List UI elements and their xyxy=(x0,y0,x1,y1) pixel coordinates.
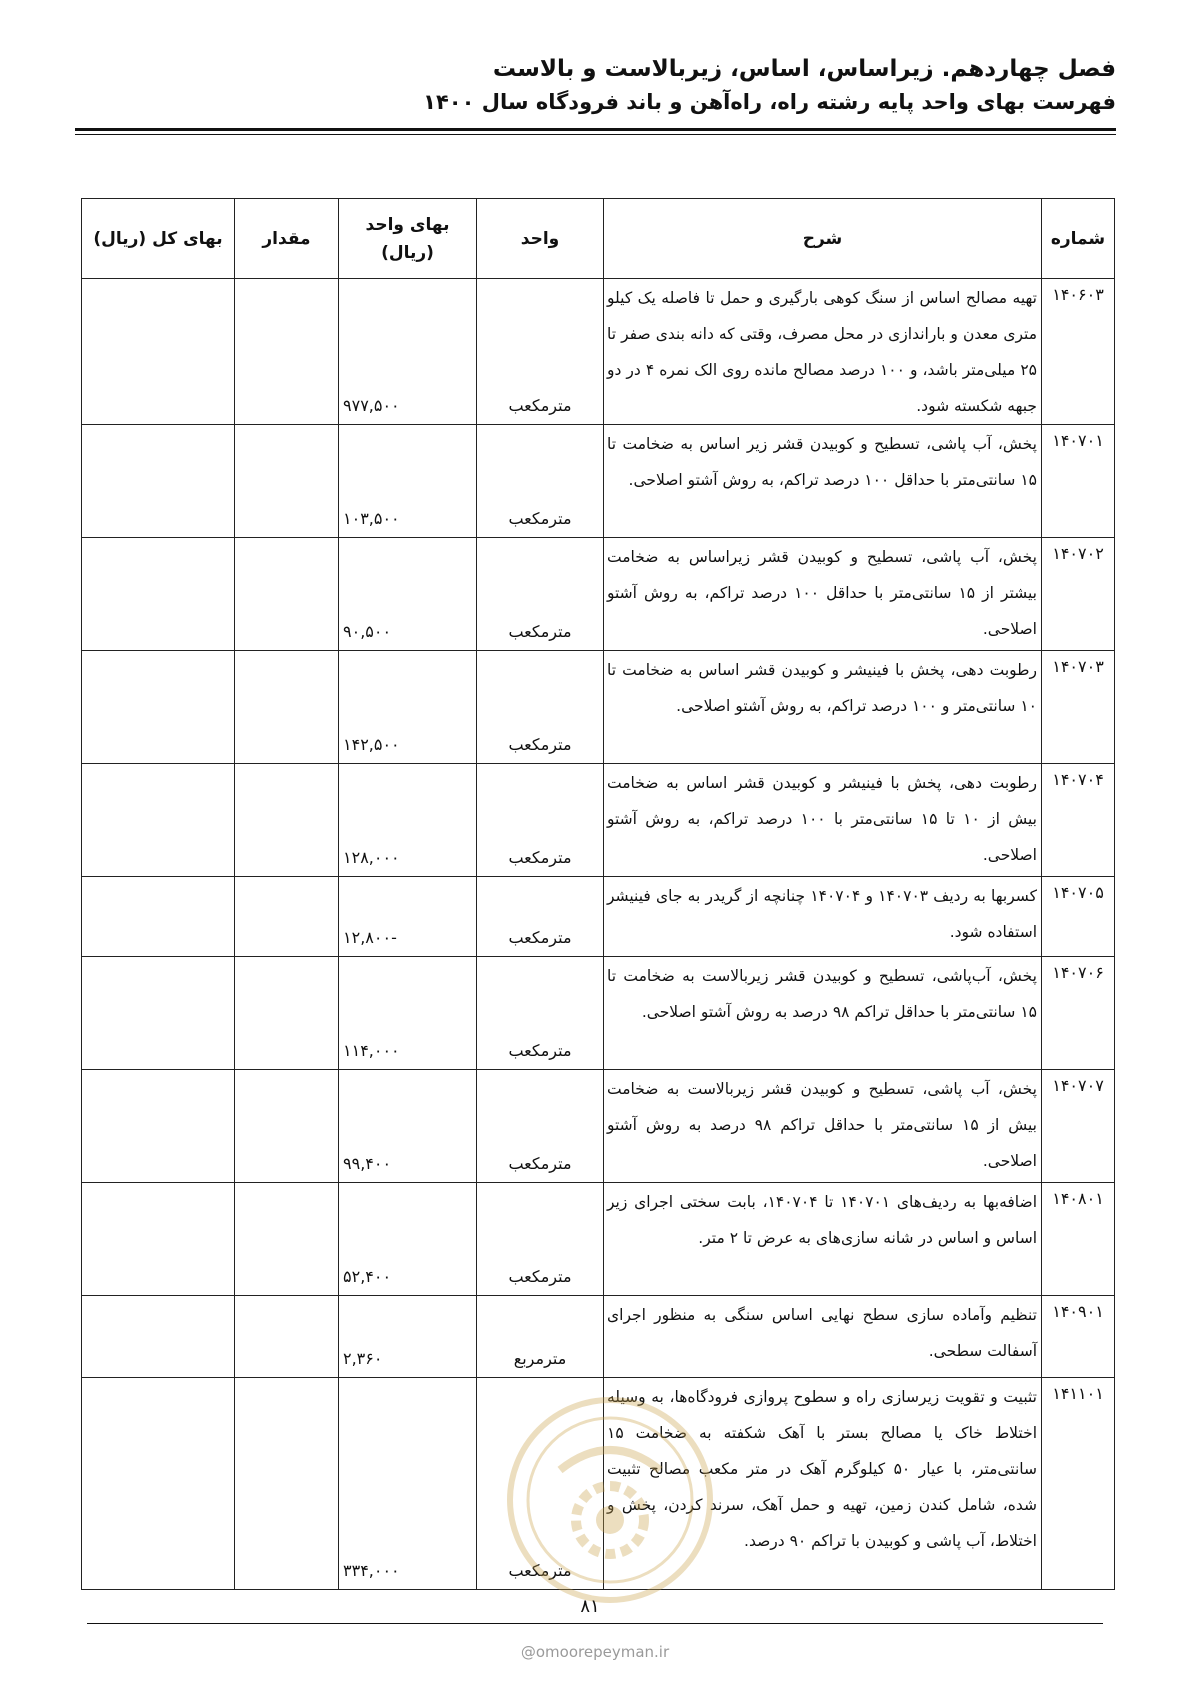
item-quantity xyxy=(235,957,339,1070)
item-code: ۱۴۱۱۰۱ xyxy=(1042,1378,1115,1590)
item-total-price xyxy=(82,877,235,957)
item-unit-price: ۱۴۲,۵۰۰ xyxy=(339,651,477,764)
item-unit-price: ۱۲۸,۰۰۰ xyxy=(339,764,477,877)
item-description: پخش، آب پاشی، تسطیح و کوبیدن قشر زیر اساس به ضخامت تا ۱۵ سانتی‌متر با حداقل ۱۰۰ درصد تراکم، به روش آشتو اصلاحی. xyxy=(604,425,1042,538)
item-total-price xyxy=(82,1183,235,1296)
item-quantity xyxy=(235,877,339,957)
item-code: ۱۴۰۸۰۱ xyxy=(1042,1183,1115,1296)
item-quantity xyxy=(235,651,339,764)
item-unit: مترمکعب xyxy=(477,764,604,877)
item-quantity xyxy=(235,1070,339,1183)
item-unit: مترمکعب xyxy=(477,1183,604,1296)
header-unit-price-currency: (ریال) xyxy=(381,242,434,263)
item-total-price xyxy=(82,1070,235,1183)
item-quantity xyxy=(235,1296,339,1378)
item-unit-price: ۵۲,۴۰۰ xyxy=(339,1183,477,1296)
header-quantity: مقدار xyxy=(235,199,339,279)
chapter-title: فصل چهاردهم. زیراساس، اساس، زیربالاست و بالاست xyxy=(492,56,1116,82)
item-description: رطوبت دهی، پخش با فینیشر و کوبیدن قشر اساس به ضخامت بیش از ۱۰ تا ۱۵ سانتی‌متر با ۱۰۰ درصد تراکم، به روش آشتو اصلاحی. xyxy=(604,764,1042,877)
item-description: اضافه‌بها به ردیف‌های ۱۴۰۷۰۱ تا ۱۴۰۷۰۴، بابت سختی اجرای زیر اساس و اساس در شانه سازی‌های به عرض تا ۲ متر. xyxy=(604,1183,1042,1296)
item-description: پخش، آب پاشی، تسطیح و کوبیدن قشر زیربالاست به ضخامت بیش از ۱۵ سانتی‌متر با حداقل تراکم ۹۸ درصد به روش آشتو اصلاحی. xyxy=(604,1070,1042,1183)
table-header-row xyxy=(82,199,1115,279)
item-unit-price: ۱۰۳,۵۰۰ xyxy=(339,425,477,538)
item-unit-price: -۱۲,۸۰۰ xyxy=(339,877,477,957)
item-description: تهیه مصالح اساس از سنگ کوهی بارگیری و حمل تا فاصله یک کیلو متری معدن و باراندازی در محل مصرف، وقتی که دانه بندی صفر تا ۲۵ میلی‌متر باشد، و ۱۰۰ درصد مصالح مانده روی الک نمره ۴ در دو جبهه شکسته شود. xyxy=(604,279,1042,425)
item-total-price xyxy=(82,651,235,764)
header-rule-thick xyxy=(75,128,1116,131)
item-quantity xyxy=(235,764,339,877)
header-code: شماره xyxy=(1042,199,1115,279)
item-unit: مترمکعب xyxy=(477,538,604,651)
item-code: ۱۴۰۹۰۱ xyxy=(1042,1296,1115,1378)
item-quantity xyxy=(235,425,339,538)
item-total-price xyxy=(82,538,235,651)
item-quantity xyxy=(235,1183,339,1296)
item-quantity xyxy=(235,1378,339,1590)
table-row xyxy=(82,425,1115,538)
item-unit: مترمکعب xyxy=(477,425,604,538)
item-code: ۱۴۰۷۰۳ xyxy=(1042,651,1115,764)
item-code: ۱۴۰۷۰۴ xyxy=(1042,764,1115,877)
item-unit: مترمربع xyxy=(477,1296,604,1378)
item-quantity xyxy=(235,538,339,651)
item-description: پخش، آب‌پاشی، تسطیح و کوبیدن قشر زیربالاست به ضخامت تا ۱۵ سانتی‌متر با حداقل تراکم ۹۸ درصد به روش آشتو اصلاحی. xyxy=(604,957,1042,1070)
header-unit-price xyxy=(339,199,477,279)
item-unit-price: ۹۰,۵۰۰ xyxy=(339,538,477,651)
table-row xyxy=(82,651,1115,764)
item-total-price xyxy=(82,1296,235,1378)
item-total-price xyxy=(82,764,235,877)
item-unit: مترمکعب xyxy=(477,1378,604,1590)
item-total-price xyxy=(82,957,235,1070)
item-total-price xyxy=(82,279,235,425)
item-description: تثبیت و تقویت زیرسازی راه و سطوح پروازی فرودگاه‌ها، به وسیله اختلاط خاک یا مصالح بستر با آهک شکفته به ضخامت ۱۵ سانتی‌متر، با عیار ۵۰ کیلوگرم آهک در متر مکعب مصالح تثبیت شده، شامل کندن زمین، تهیه و حمل آهک، سرند کردن، پخش و اختلاط، آب پاشی و کوبیدن با تراکم ۹۰ درصد. xyxy=(604,1378,1042,1590)
unit-price-table xyxy=(81,198,1115,1590)
item-unit-price: ۹۹,۴۰۰ xyxy=(339,1070,477,1183)
table-row xyxy=(82,279,1115,425)
page-number: ۸۱ xyxy=(580,1596,600,1617)
site-watermark: @omoorepeyman.ir xyxy=(520,1643,670,1661)
table-row xyxy=(82,1183,1115,1296)
item-description: پخش، آب پاشی، تسطیح و کوبیدن قشر زیراساس به ضخامت بیشتر از ۱۵ سانتی‌متر با حداقل ۱۰۰ درصد تراکم، به روش آشتو اصلاحی. xyxy=(604,538,1042,651)
header-total-price: بهای کل (ریال) xyxy=(82,199,235,279)
table-row xyxy=(82,538,1115,651)
item-description: رطوبت دهی، پخش با فینیشر و کوبیدن قشر اساس به ضخامت تا ۱۰ سانتی‌متر و ۱۰۰ درصد تراکم، به روش آشتو اصلاحی. xyxy=(604,651,1042,764)
table-row xyxy=(82,1378,1115,1590)
item-unit-price: ۱۱۴,۰۰۰ xyxy=(339,957,477,1070)
item-unit: مترمکعب xyxy=(477,279,604,425)
header-rule-thin xyxy=(75,134,1116,135)
item-unit-price: ۲,۳۶۰ xyxy=(339,1296,477,1378)
header-description: شرح xyxy=(604,199,1042,279)
item-code: ۱۴۰۷۰۵ xyxy=(1042,877,1115,957)
table-row xyxy=(82,1070,1115,1183)
item-unit: مترمکعب xyxy=(477,957,604,1070)
item-code: ۱۴۰۶۰۳ xyxy=(1042,279,1115,425)
item-quantity xyxy=(235,279,339,425)
item-description: تنظیم وآماده سازی سطح نهایی اساس سنگی به منظور اجرای آسفالت سطحی. xyxy=(604,1296,1042,1378)
item-unit: مترمکعب xyxy=(477,877,604,957)
item-code: ۱۴۰۷۰۲ xyxy=(1042,538,1115,651)
item-code: ۱۴۰۷۰۶ xyxy=(1042,957,1115,1070)
item-unit: مترمکعب xyxy=(477,651,604,764)
page-header xyxy=(75,52,1116,118)
header-unit-price-label: بهای واحد xyxy=(365,214,450,235)
item-code: ۱۴۰۷۰۷ xyxy=(1042,1070,1115,1183)
item-total-price xyxy=(82,425,235,538)
table-row xyxy=(82,877,1115,957)
price-list-title: فهرست بهای واحد پایه رشته راه، راه‌آهن و باند فرودگاه سال ۱۴۰۰ xyxy=(423,90,1116,114)
footer-rule xyxy=(87,1623,1103,1624)
item-unit: مترمکعب xyxy=(477,1070,604,1183)
table-row xyxy=(82,764,1115,877)
item-description: کسربها به ردیف ۱۴۰۷۰۳ و ۱۴۰۷۰۴ چنانچه از گریدر به جای فینیشر استفاده شود. xyxy=(604,877,1042,957)
item-code: ۱۴۰۷۰۱ xyxy=(1042,425,1115,538)
table-row xyxy=(82,957,1115,1070)
table-row xyxy=(82,1296,1115,1378)
item-unit-price: ۹۷۷,۵۰۰ xyxy=(339,279,477,425)
header-unit: واحد xyxy=(477,199,604,279)
item-total-price xyxy=(82,1378,235,1590)
item-unit-price: ۳۳۴,۰۰۰ xyxy=(339,1378,477,1590)
